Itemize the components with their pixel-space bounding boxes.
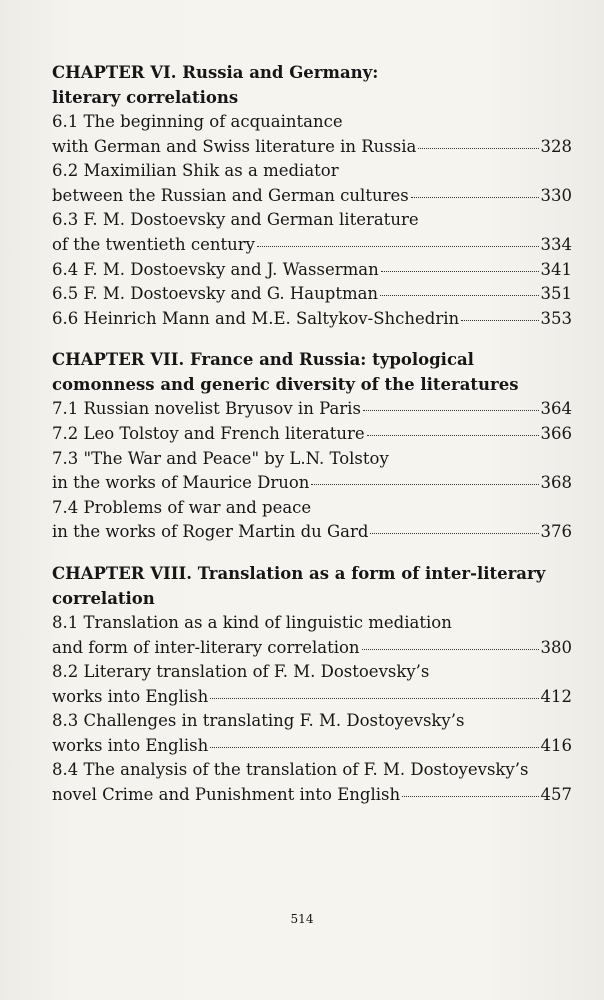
toc-entry-line: 8.2 Literary translation of F. M. Dostoevsky’s xyxy=(52,662,430,682)
toc-page-number: 376 xyxy=(540,522,572,542)
toc-entry[interactable] xyxy=(52,397,572,422)
chapter-heading xyxy=(52,561,572,611)
chapter-heading-line: CHAPTER VII. France and Russia: typological xyxy=(52,350,474,370)
toc-entry-title: works into English xyxy=(52,735,209,755)
chapter-heading xyxy=(52,60,572,110)
toc-entry-title: novel Crime and Punishment into English xyxy=(52,785,401,805)
toc-entry-leader-line xyxy=(52,422,572,447)
toc-entry[interactable] xyxy=(52,208,572,257)
dot-leader xyxy=(381,256,539,272)
toc-page-number: 457 xyxy=(540,785,572,805)
toc-entry-title: with German and Swiss literature in Russia xyxy=(52,136,417,156)
toc-page-number: 330 xyxy=(540,185,572,205)
toc-entry-leader-line xyxy=(52,258,572,283)
toc-entry-leader-line xyxy=(52,282,572,307)
toc-entry-title: and form of inter-literary correlation xyxy=(52,637,360,657)
toc-entry-title: 6.5 F. M. Dostoevsky and G. Hauptman xyxy=(52,284,379,304)
toc-entry-leader-line xyxy=(52,734,572,759)
dot-leader xyxy=(418,133,538,149)
toc-entry-line: 8.1 Translation as a kind of linguistic mediation xyxy=(52,612,452,632)
toc-entry-title: of the twentieth century xyxy=(52,234,255,254)
chapter-heading-line: comonness and generic diversity of the literatures xyxy=(52,375,519,395)
toc-entry-leader-line xyxy=(52,636,572,661)
toc-entry[interactable] xyxy=(52,611,572,660)
toc-entry[interactable] xyxy=(52,159,572,208)
toc-entry-title: 6.6 Heinrich Mann and M.E. Saltykov-Shchedrin xyxy=(52,308,460,328)
toc-page-number: 364 xyxy=(540,399,572,419)
toc-page-number: 412 xyxy=(540,686,572,706)
chapter-block xyxy=(52,561,572,808)
toc-page-number: 334 xyxy=(540,234,572,254)
toc-page-number: 380 xyxy=(540,637,572,657)
toc-entry-title: in the works of Maurice Druon xyxy=(52,473,310,493)
toc-entry[interactable] xyxy=(52,660,572,709)
toc-entry-line: 8.3 Challenges in translating F. M. Dostoyevsky’s xyxy=(52,711,465,731)
toc-entry-title: 6.4 F. M. Dostoevsky and J. Wasserman xyxy=(52,259,379,279)
page-number: 514 xyxy=(290,912,314,926)
chapter-heading-line: correlation xyxy=(52,588,155,608)
toc-page-number: 353 xyxy=(540,308,572,328)
dot-leader xyxy=(363,396,539,412)
dot-leader xyxy=(461,305,538,321)
dot-leader xyxy=(362,634,539,650)
toc-entry-leader-line xyxy=(52,135,572,160)
dot-leader xyxy=(411,182,539,198)
toc-entry[interactable] xyxy=(52,422,572,447)
chapter-heading-line: literary correlations xyxy=(52,88,239,107)
chapter-heading-line: CHAPTER VI. Russia and Germany: xyxy=(52,63,379,82)
chapter-heading-line: CHAPTER VIII. Translation as a form of inter-literary xyxy=(52,563,546,583)
chapter-heading xyxy=(52,347,572,397)
toc-entry-leader-line xyxy=(52,783,572,808)
toc-entry[interactable] xyxy=(52,258,572,283)
toc-entry[interactable] xyxy=(52,307,572,332)
dot-leader xyxy=(370,518,538,534)
dot-leader xyxy=(257,231,539,247)
toc-entry-title: 7.1 Russian novelist Bryusov in Paris xyxy=(52,399,361,419)
toc-entry-leader-line xyxy=(52,184,572,209)
toc-page-number: 368 xyxy=(540,473,572,493)
toc-page-number: 416 xyxy=(540,735,572,755)
toc-entry-leader-line xyxy=(52,397,572,422)
dot-leader xyxy=(311,469,538,485)
toc-entry-leader-line xyxy=(52,233,572,258)
toc-entry-leader-line xyxy=(52,685,572,710)
dot-leader xyxy=(367,420,539,436)
toc-entry-title: works into English xyxy=(52,686,209,706)
toc-page-number: 328 xyxy=(540,136,572,156)
toc-entry-line: 8.4 The analysis of the translation of F. M. Dostoyevsky’s xyxy=(52,760,529,780)
dot-leader xyxy=(210,732,538,748)
toc-entry-leader-line xyxy=(52,307,572,332)
toc-entry[interactable] xyxy=(52,758,572,807)
toc-page-number: 366 xyxy=(540,423,572,443)
toc-entry-title: 7.2 Leo Tolstoy and French literature xyxy=(52,423,365,443)
toc-entry-line: 7.4 Problems of war and peace xyxy=(52,497,312,517)
toc-entry[interactable] xyxy=(52,447,572,496)
toc-page-number: 341 xyxy=(540,259,572,279)
toc-entry-leader-line xyxy=(52,520,572,545)
toc-page-number: 351 xyxy=(540,284,572,304)
table-of-contents xyxy=(52,60,572,824)
dot-leader xyxy=(402,781,538,797)
toc-entry-line: 6.1 The beginning of acquaintance xyxy=(52,112,343,131)
toc-entry[interactable] xyxy=(52,496,572,545)
toc-entry[interactable] xyxy=(52,709,572,758)
toc-entry-title: between the Russian and German cultures xyxy=(52,185,409,205)
chapter-block xyxy=(52,347,572,545)
toc-entry-line: 6.3 F. M. Dostoevsky and German literature xyxy=(52,210,419,230)
chapter-block xyxy=(52,60,572,331)
toc-entry-leader-line xyxy=(52,471,572,496)
toc-entry[interactable] xyxy=(52,110,572,159)
dot-leader xyxy=(380,280,538,296)
dot-leader xyxy=(210,683,538,699)
toc-entry-title: in the works of Roger Martin du Gard xyxy=(52,522,369,542)
toc-entry[interactable] xyxy=(52,282,572,307)
toc-entry-line: 7.3 "The War and Peace" by L.N. Tolstoy xyxy=(52,448,389,468)
toc-entry-line: 6.2 Maximilian Shik as a mediator xyxy=(52,161,339,181)
